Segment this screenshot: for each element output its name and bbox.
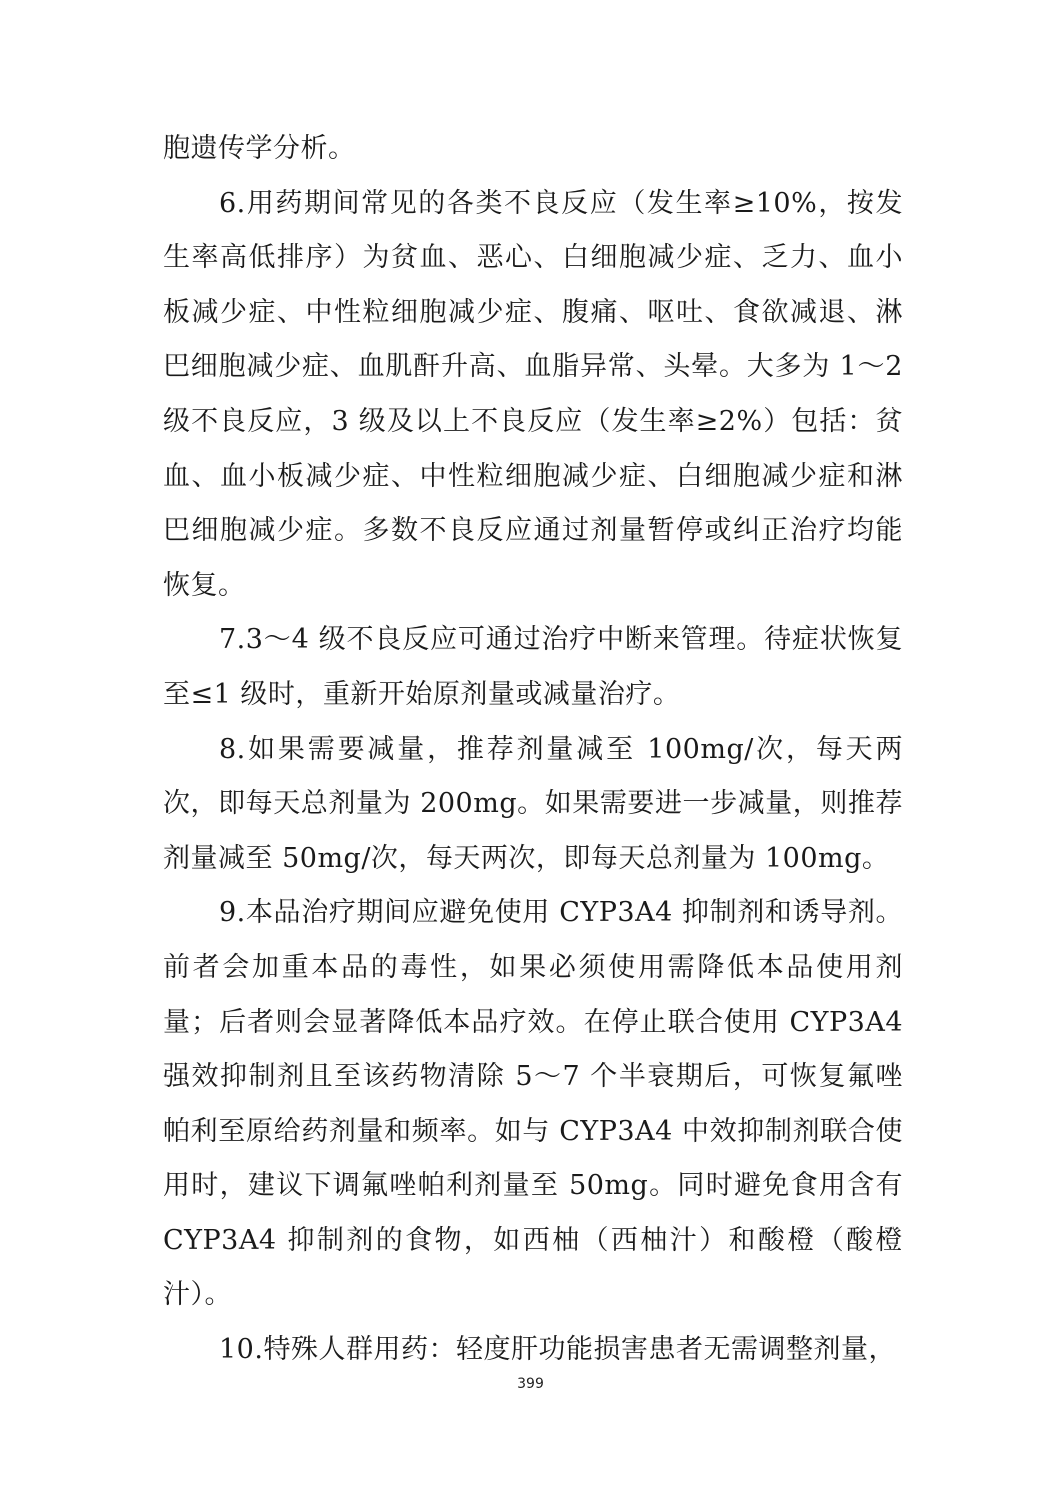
paragraph-item-7-interruption: 7.3～4 级不良反应可通过治疗中断来管理。待症状恢复至≤1 级时，重新开始原剂量或减量治疗。 [163,624,903,710]
paragraph-item-10-special-populations: 10.特殊人群用药：轻度肝功能损害患者无需调整剂量， [219,1334,896,1366]
page-number: 399 [517,1376,544,1392]
body-text [163,122,903,1378]
paragraph-item-9-cyp3a4: 9.本品治疗期间应避免使用 CYP3A4 抑制剂和诱导剂。前者会加重本品的毒性，如果必须使用需降低本品使用剂量；后者则会显著降低本品疗效。在停止联合使用 CYP3A4 强效抑制剂且至该药物清除 5～7 个半衰期后，可恢复氟唑帕利至原给药剂量和频率。如与 CYP3A4 中效抑制剂联合使用时，建议下调氟唑帕利剂量至 50mg。同时避免食用含有 CYP3A4 抑制剂的食物，如西柚（西柚汁）和酸橙（酸橙汁）。 [163,897,903,1311]
paragraph-item-8-dose-reduction: 8.如果需要减量，推荐剂量减至 100mg/次，每天两次，即每天总剂量为 200mg。如果需要进一步减量，则推荐剂量减至 50mg/次，每天两次，即每天总剂量为 100mg。 [163,733,903,874]
paragraph-continuation: 胞遗传学分析。 [163,133,356,164]
paragraph-item-6-adverse-reactions: 6.用药期间常见的各类不良反应（发生率≥10%，按发生率高低排序）为贫血、恶心、白细胞减少症、乏力、血小板减少症、中性粒细胞减少症、腹痛、呕吐、食欲减退、淋巴细胞减少症、血肌酐升高、血脂异常、头晕。大多为 1～2 级不良反应，3 级及以上不良反应（发生率≥2%）包括：贫血、血小板减少症、中性粒细胞减少症、白细胞减少症和淋巴细胞减少症。多数不良反应通过剂量暂停或纠正治疗均能恢复。 [163,187,903,601]
